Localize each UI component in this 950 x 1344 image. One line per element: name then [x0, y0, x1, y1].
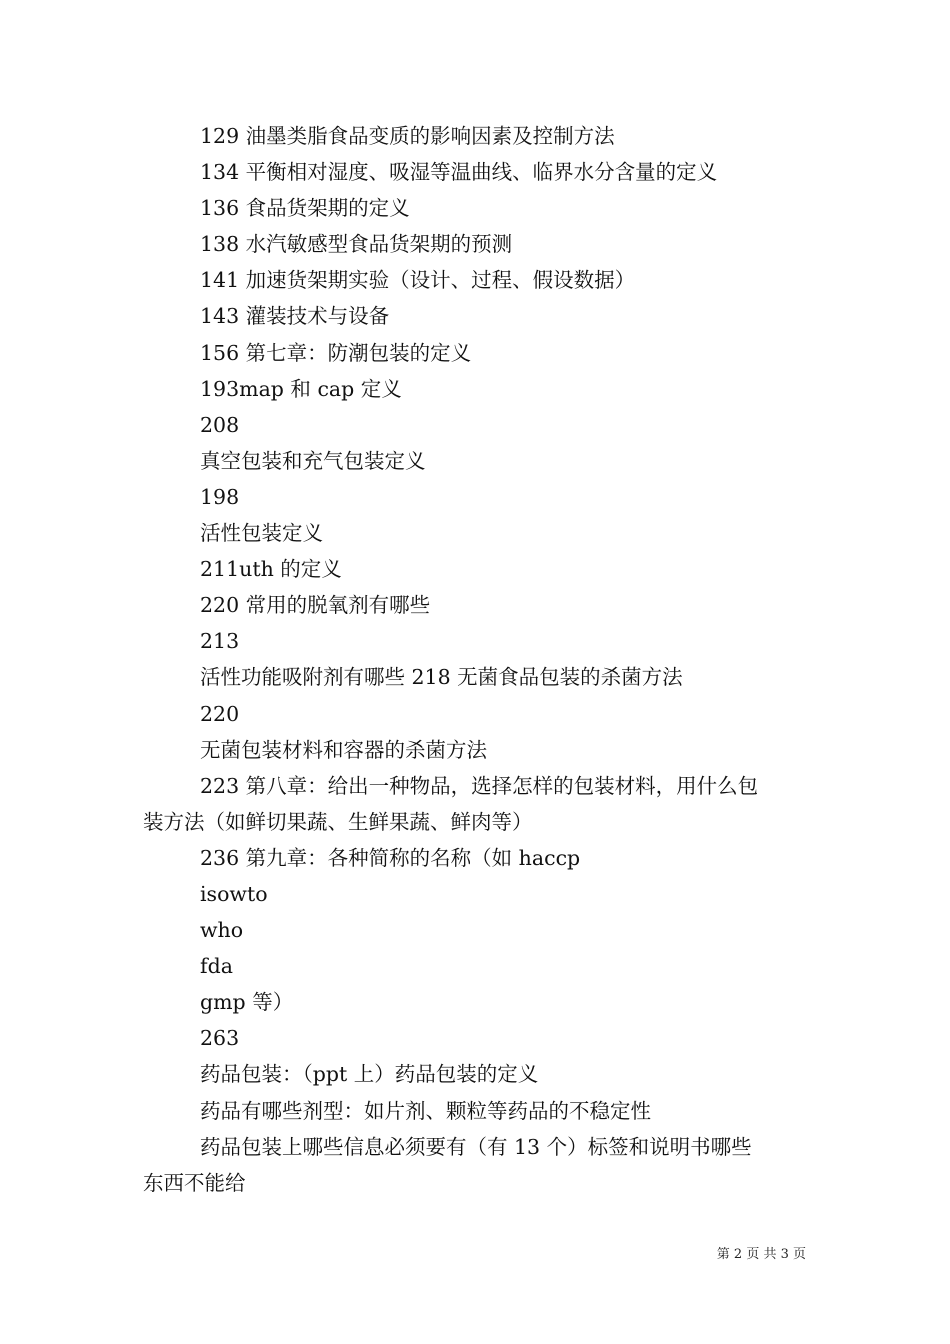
text-line: 198	[200, 484, 240, 509]
text-line: 208	[200, 412, 240, 437]
text-line: 220	[200, 701, 240, 726]
text-line: 193map 和 cap 定义	[200, 376, 402, 401]
text-line: 药品包装：（ppt 上）药品包装的定义	[200, 1062, 539, 1087]
text-line: fda	[200, 954, 233, 979]
text-line: 136 食品货架期的定义	[200, 196, 410, 221]
text-line: 129 油墨类脂食品变质的影响因素及控制方法	[200, 124, 615, 148]
text-line: 活性功能吸附剂有哪些 218 无菌食品包装的杀菌方法	[200, 665, 683, 690]
text-line: 东西不能给	[143, 1170, 246, 1195]
text-line: isowto	[200, 881, 268, 906]
text-line: 装方法（如鲜切果蔬、生鲜果蔬、鲜肉等）	[143, 809, 533, 834]
text-line: 156 第七章：防潮包装的定义	[200, 340, 472, 365]
text-line: 药品包装上哪些信息必须要有（有 13 个）标签和说明书哪些	[200, 1134, 752, 1159]
text-line: 无菌包装材料和容器的杀菌方法	[200, 737, 487, 762]
text-line: 143 灌装技术与设备	[200, 304, 390, 329]
text-line: 213	[200, 629, 240, 654]
text-line: gmp 等）	[200, 990, 294, 1015]
text-line: 211uth 的定义	[200, 557, 342, 582]
text-line: 药品有哪些剂型：如片剂、颗粒等药品的不稳定性	[200, 1098, 651, 1123]
text-line: 236 第九章：各种简称的名称（如 haccp	[200, 845, 581, 870]
text-line: 223 第八章：给出一种物品，选择怎样的包装材料，用什么包	[200, 773, 759, 798]
text-line: who	[200, 918, 244, 943]
text-line: 263	[200, 1026, 240, 1051]
text-line: 220 常用的脱氧剂有哪些	[200, 593, 431, 618]
text-line: 真空包装和充气包装定义	[200, 448, 426, 473]
text-line: 134 平衡相对湿度、吸湿等温曲线、临界水分含量的定义	[200, 160, 718, 185]
text-line: 138 水汽敏感型食品货架期的预测	[200, 232, 513, 257]
page-number-footer: 第 2 页 共 3 页	[716, 1247, 806, 1262]
text-line: 活性包装定义	[200, 521, 323, 546]
body-text	[0, 118, 950, 1201]
text-line: 141 加速货架期实验（设计、过程、假设数据）	[200, 268, 636, 293]
